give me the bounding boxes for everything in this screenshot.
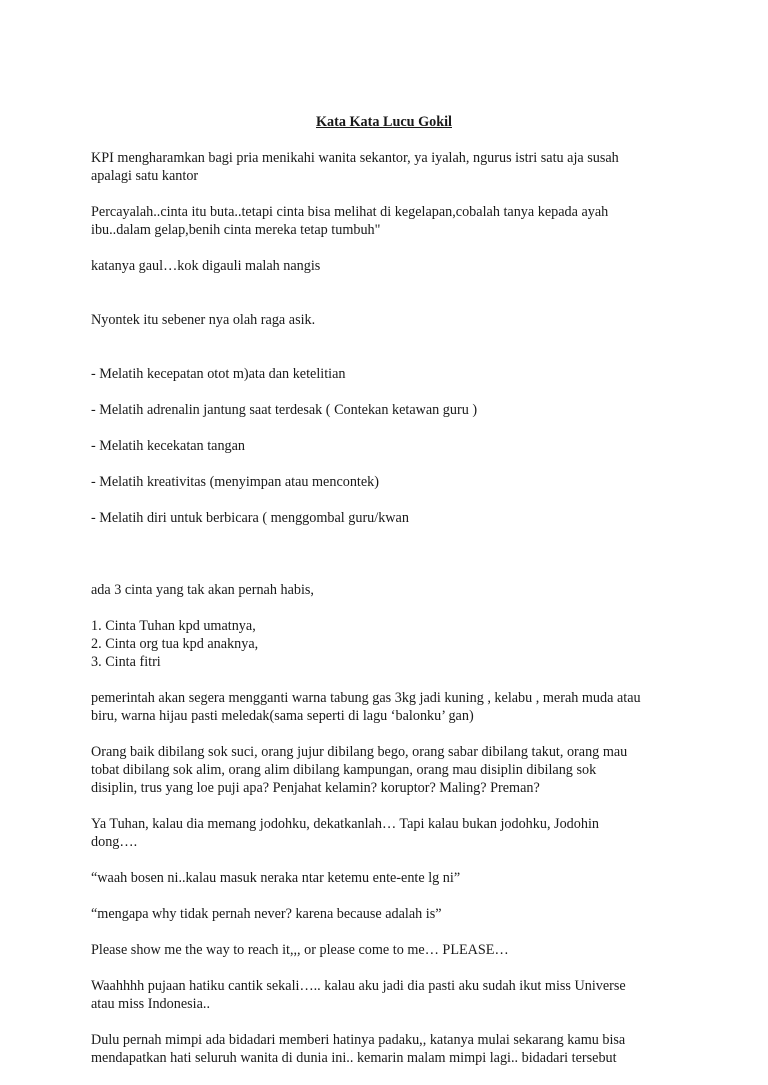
- page-title: Kata Kata Lucu Gokil: [316, 114, 452, 130]
- paragraph-orang-baik: Orang baik dibilang sok suci, orang jujur dibilang bego, orang sabar dibilang takut, orang mau tobat dibilang sok alim, orang alim dibilang kampungan, orang mau disiplin dibilang sok disiplin, trus yang loe puji apa? Penjahat kelamin? koruptor? Maling? Preman?: [91, 744, 628, 796]
- paragraph-please: Please show me the way to reach it,,, or please come to me… PLEASE…: [91, 942, 509, 958]
- list-item: - Melatih kecepatan otot m)ata dan ketelitian: [91, 366, 346, 382]
- nyontek-intro: Nyontek itu sebener nya olah raga asik.: [91, 312, 316, 328]
- document-body: [91, 149, 691, 1085]
- paragraph-gaul: katanya gaul…kok digauli malah nangis: [91, 258, 321, 274]
- list-item: - Melatih diri untuk berbicara ( menggombal guru/kwan: [91, 510, 409, 526]
- list-item: 1. Cinta Tuhan kpd umatnya,: [91, 618, 256, 634]
- list-item: - Melatih adrenalin jantung saat terdesak ( Contekan ketawan guru ): [91, 402, 478, 418]
- list-item: 2. Cinta org tua kpd anaknya,: [91, 636, 259, 652]
- cinta-list: [91, 617, 691, 671]
- list-item: 3. Cinta fitri: [91, 654, 161, 670]
- paragraph-bidadari: Dulu pernah mimpi ada bidadari memberi hatinya padaku,, katanya mulai sekarang kamu bisa mendapatkan hati seluruh wanita di dunia ini.. kemarin malam mimpi lagi.. bidadari tersebut: [91, 1032, 626, 1066]
- paragraph-why-never: “mengapa why tidak pernah never? karena because adalah is”: [91, 906, 442, 922]
- list-item: - Melatih kreativitas (menyimpan atau mencontek): [91, 474, 379, 490]
- paragraph-3-cinta: ada 3 cinta yang tak akan pernah habis,: [91, 582, 314, 598]
- paragraph-kpi: KPI mengharamkan bagi pria menikahi wanita sekantor, ya iyalah, ngurus istri satu aja susah apalagi satu kantor: [91, 150, 619, 184]
- paragraph-pujaan-hati: Waahhhh pujaan hatiku cantik sekali….. kalau aku jadi dia pasti aku sudah ikut miss Universe atau miss Indonesia..: [91, 978, 626, 1012]
- paragraph-jodoh: Ya Tuhan, kalau dia memang jodohku, dekatkanlah… Tapi kalau bukan jodohku, Jodohin dong….: [91, 816, 599, 850]
- paragraph-bosen: “waah bosen ni..kalau masuk neraka ntar ketemu ente-ente lg ni”: [91, 870, 461, 886]
- nyontek-list: [91, 347, 691, 545]
- paragraph-nyontek: [91, 293, 691, 563]
- paragraph-percayalah: Percayalah..cinta itu buta..tetapi cinta bisa melihat di kegelapan,cobalah tanya kepada ayah ibu..dalam gelap,benih cinta mereka tetap tumbuh": [91, 204, 609, 238]
- list-item: - Melatih kecekatan tangan: [91, 438, 246, 454]
- paragraph-tabung-gas: pemerintah akan segera mengganti warna tabung gas 3kg jadi kuning , kelabu , merah muda atau biru, warna hijau pasti meledak(sama seperti di lagu ‘balonku’ gan): [91, 690, 641, 724]
